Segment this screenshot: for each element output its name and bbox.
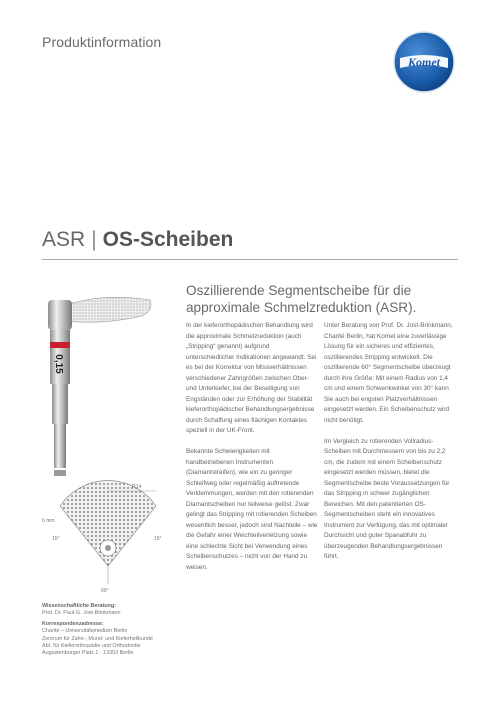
text-column-left [186, 321, 319, 584]
advice-label: Wissenschaftliche Beratung: [42, 603, 116, 609]
title-prefix: ASR [42, 228, 86, 251]
dim-radius: R14 [132, 484, 142, 490]
logo-text: Komet [408, 55, 440, 69]
os-disc-illustration [38, 286, 183, 596]
paragraph: Im Vergleich zu rotierenden Vollradius-Scheiben mit Durchmessern von bis zu 2,2 cm, die zudem mit einem Scheibenschutz eingesetzt werden müssen, bietet die Segmentscheibe beste Voraussetzungen für das Stripping in schwer zugänglichen Bereichen. Mit den patentierten OS-Segmentscheiben steht ein innovatives Instrument zur Verfügung, das mit optimaler Durchsicht und guter Spanabfuhr zu überzeugenden Behandlungsergebnissen führt. [324, 437, 450, 560]
title-separator: | [91, 228, 97, 251]
dim-height: 6 mm [42, 518, 55, 524]
paragraph: Unter Beratung von Prof. Dr. Jost-Brinkmann, Charité Berlin, hat Komet eine zuverlässige Lösung für ein sicheres und effizientes, oszillierendes Stripping entwickelt. Die oszillierende 60° Segmentscheibe überzeugt durch ihre Größe: Mit einem Radius von 1,4 cm und einem Schwenkwinkel von 30° kann Sie auch bei engsten Platzverhältnissen eingesetzt werden. Ein Scheibenschutz wird nicht benötigt. [324, 322, 453, 424]
dim-angle-right: 15° [154, 536, 162, 542]
paragraph: Bekannte Schwierigkeiten mit handbetriebenen Instrumenten (Diamantstreifen), wie ein zu geringer Schleifweg oder regelmäßig auftretende Verklemmungen, werden mit den rotierenden Diamantscheiben nur teilweise gelöst. Zwar gelingt das Stripping mit rotierenden Scheiben wesentlich besser, jedoch sind Nachteile – wie die Gefahr einer Weichteilverletzung sowie eine schlechte Sicht bei Verwendung eines Scheibenschutzes – nicht von der Hand zu weisen. [186, 448, 318, 571]
title-divider [42, 259, 458, 260]
footer-credits [42, 603, 192, 661]
text-column-right [324, 321, 457, 573]
address-line: Abt. für Kieferorthopädie und Orthodontie [42, 643, 141, 650]
advice-name: Prof. Dr. Paul-G. Jost-Brinkmann [42, 610, 121, 617]
paragraph: In der kieferorthopädischen Behandlung wird die approximale Schmelzreduktion (auch „Stripping“ genannt) aufgrund unterschiedlicher Indikationen angewandt. Sei es bei der Korrektur von Missverhältnissen verschiedener Zahngrößen zwischen Ober- und Unterkiefer, bei der Beseitigung von Engständen oder zur Erhöhung der Stabilität kieferorthopädischer Behandlungsergebnisse durch Schaffung eines flächigen Kontaktes speziell in der UK-Front. [186, 322, 317, 434]
dim-angle-bottom: 60° [101, 588, 109, 594]
komet-logo [392, 30, 456, 94]
address-line: Augustenburger Platz 1 · 13353 Berlin [42, 650, 134, 657]
subheadline: Oszillierende Segmentscheibe für die approximale Schmelzreduktion (ASR). [186, 283, 417, 315]
page-title [42, 228, 233, 252]
page-header-title: Produktinformation [42, 34, 162, 50]
dim-angle-left: 15° [52, 536, 60, 542]
address-label: Korrespondenzadresse: [42, 620, 104, 627]
title-main: OS-Scheiben [102, 228, 234, 251]
address-line: Charité – Universitätsmedizin Berlin [42, 628, 128, 635]
address-line: Zentrum für Zahn-, Mund- und Kieferheilkunde [42, 635, 153, 642]
size-label: 0,15 [53, 354, 64, 374]
